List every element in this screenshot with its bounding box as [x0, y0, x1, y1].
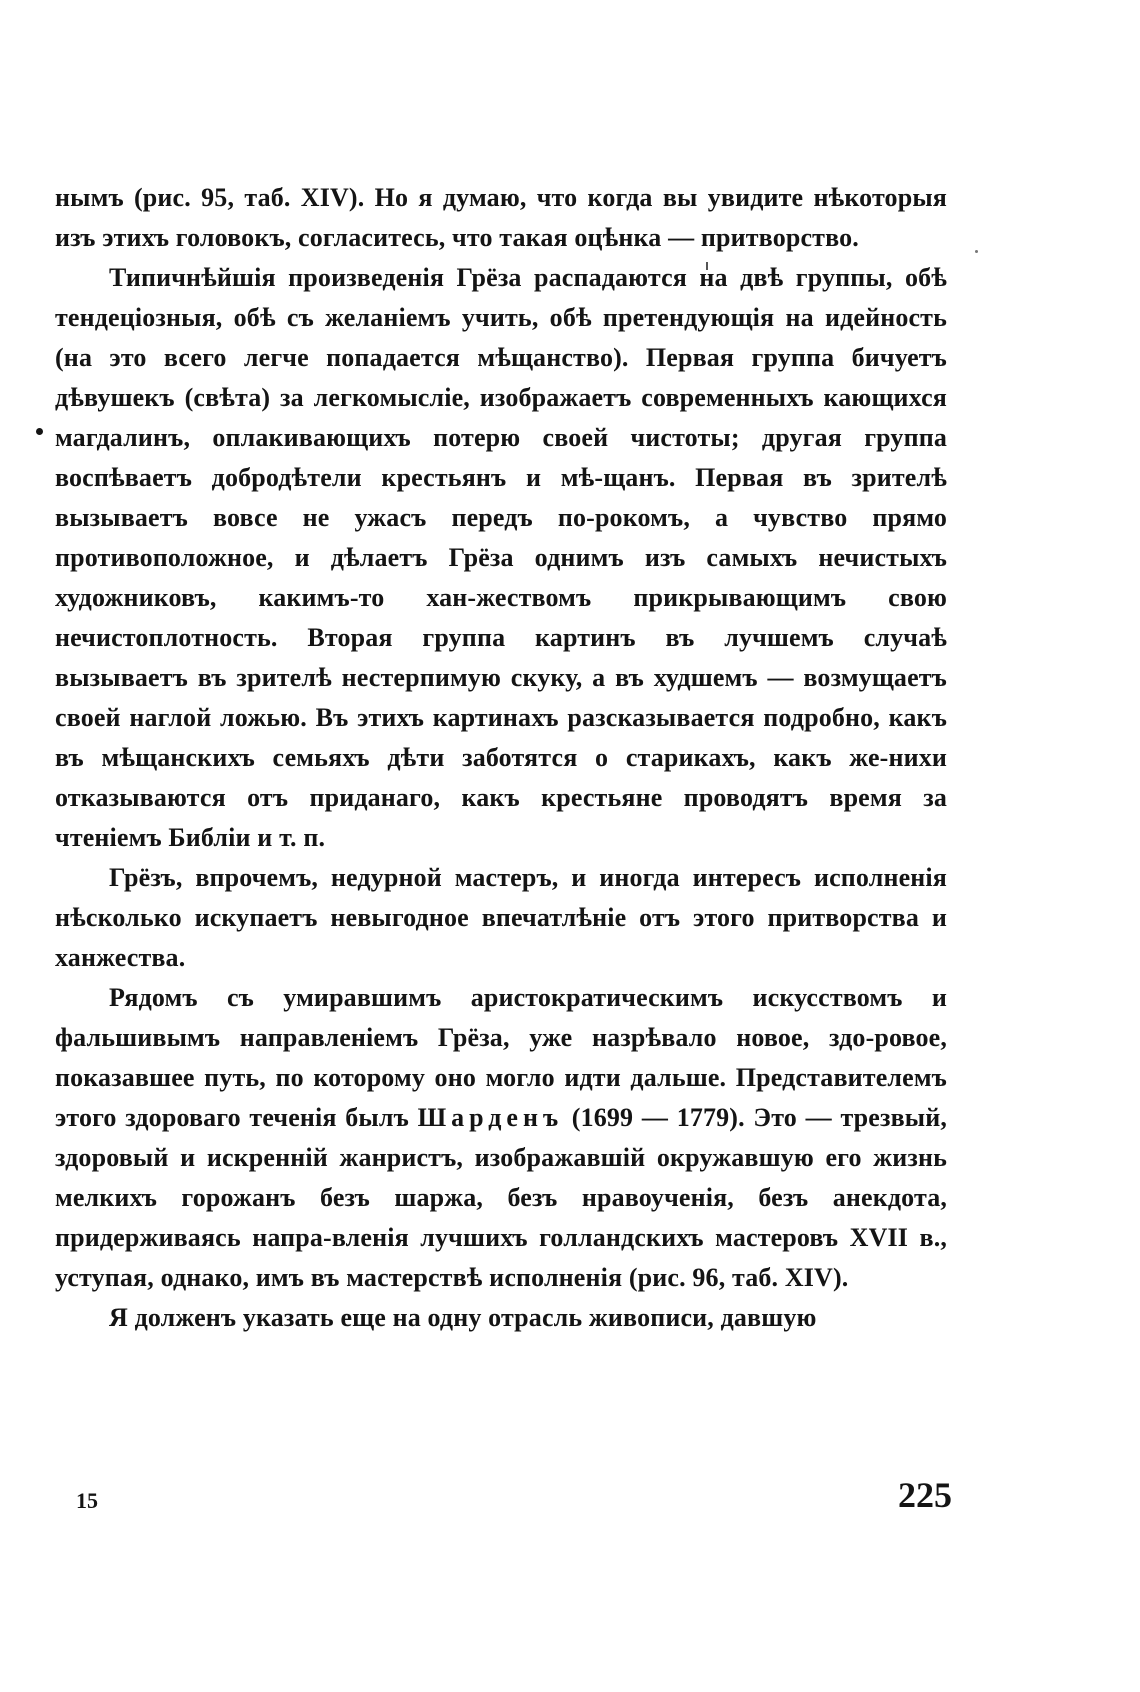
signature-mark: 15	[76, 1488, 98, 1513]
paragraph-3: Грёзъ, впрочемъ, недурной мастеръ, и иногда интересъ исполненія нѣсколько искупаетъ невыгодное впечатлѣніе отъ этого притворства и ханжества.	[55, 863, 947, 972]
paragraph-4	[55, 978, 947, 1298]
chardin-name: Шарденъ	[417, 1103, 564, 1132]
body-text	[55, 178, 947, 1338]
paragraph-1: нымъ (рис. 95, таб. XIV). Но я думаю, что когда вы увидите нѣкоторыя изъ этихъ головокъ, согласитесь, что такая оцѣнка — притворство.	[55, 183, 947, 252]
paragraph-2: Типичнѣйшія произведенія Грёза распадаются на двѣ группы, обѣ тендеціозныя, обѣ съ желаніемъ учить, обѣ претендующія на идейность (на это всего легче попадается мѣщанство). Первая группа бичуетъ дѣвушекъ (свѣта) за легкомысліе, изображаетъ современныхъ кающихся магдалинъ, оплакивающихъ потерю своей чистоты; другая группа воспѣваетъ добродѣтели крестьянъ и мѣ-щанъ. Первая въ зрителѣ вызываетъ вовсе не ужасъ передъ по-рокомъ, а чувство прямо противоположное, и дѣлаетъ Грёза однимъ изъ самыхъ нечистыхъ художниковъ, какимъ-то хан-жествомъ прикрывающимъ свою нечистоплотность. Вторая группа картинъ въ лучшемъ случаѣ вызываетъ въ зрителѣ нестерпимую скуку, а въ худшемъ — возмущаетъ своей наглой ложью. Въ этихъ картинахъ разсказывается подробно, какъ въ мѣщанскихъ семьяхъ дѣти заботятся о старикахъ, какъ же-нихи отказываются отъ приданаго, какъ крестьяне проводятъ время за чтеніемъ Библіи и т. п.	[55, 263, 947, 852]
print-speck	[975, 250, 978, 253]
paragraph-4-after: (1699 — 1779). Это — трезвый, здоровый и искренній жанристъ, изображавшій окружавшую его жизнь мелкихъ горожанъ безъ шаржа, безъ нравоученія, безъ анекдота, придерживаясь напра-вленія лучшихъ голландскихъ мастеровъ XVII в., уступая, однако, имъ въ мастерствѣ исполненія (рис. 96, таб. XIV).	[55, 1103, 947, 1292]
page-number: 225	[898, 1475, 952, 1515]
margin-mark	[36, 428, 43, 435]
paragraph-4-before: Рядомъ съ умиравшимъ аристократическимъ искусствомъ и фальшивымъ направленіемъ Грёза, уже назрѣвало новое, здо-ровое, показавшее путь, по которому оно могло идти дальше. Представителемъ этого здороваго теченія былъ	[55, 983, 947, 1132]
paragraph-5: Я долженъ указать еще на одну отрасль живописи, давшую	[109, 1303, 817, 1332]
